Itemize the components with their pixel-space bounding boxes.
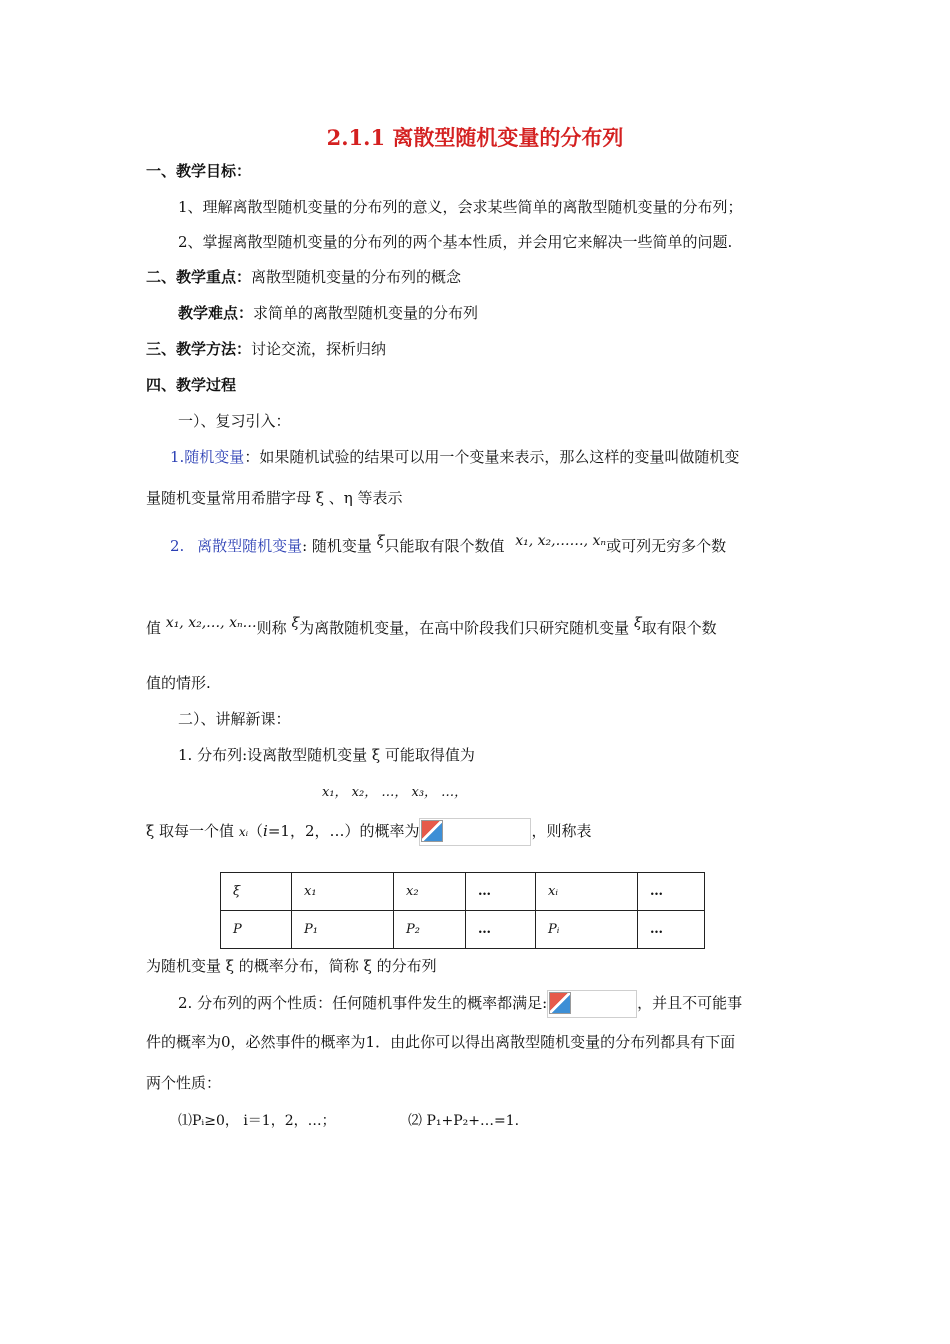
goal-2: 2、掌握离散型随机变量的分布列的两个基本性质，并会用它来解决一些简单的问题. (178, 233, 733, 251)
values-sequence: x₁， x₂， …， x₃， …， (322, 785, 468, 800)
prob-e: ，则称表 (531, 822, 592, 840)
table-cell: P₁ (292, 911, 394, 949)
discrete-rv-b: 只能取有限个数值 (384, 537, 505, 555)
table-cell: Pᵢ (536, 911, 638, 949)
properties-text: 件的概率为0，必然事件的概率为1．由此你可以得出离散型随机变量的分布列都具有下面 (146, 1033, 736, 1051)
probability-line (146, 818, 592, 846)
review-label: 一）、复习引入： (178, 412, 291, 430)
distribution-def: 1. 分布列:设离散型随机变量 ξ 可能取得值为 (178, 746, 475, 764)
xi-symbol: ξ (376, 533, 385, 549)
property-2: ⑵ P₁+P₂+…=1. (408, 1113, 520, 1129)
table-cell: P (221, 911, 292, 949)
properties-text-2: 两个性质： (146, 1074, 222, 1092)
table-cell: x₂ (394, 873, 466, 911)
goal-1: 1、理解离散型随机变量的分布列的意义，会求某些简单的离散型随机变量的分布列； (178, 198, 743, 216)
broken-image-icon (549, 992, 571, 1014)
difficulty-heading: 教学难点： (178, 304, 254, 322)
table-row (221, 911, 705, 949)
method-heading: 三、教学方法： (146, 340, 252, 358)
sequence-math-2: x₁, x₂,…, xₙ… (165, 615, 257, 631)
discrete-rv-def (170, 533, 726, 556)
difficulty-text: 求简单的离散型随机变量的分布列 (253, 304, 479, 322)
formula-image-placeholder (419, 818, 531, 846)
discrete-rv-e: 则称 (256, 619, 287, 637)
key-point-heading: 二、教学重点： (146, 268, 252, 286)
discrete-rv-a: : 随机变量 (302, 537, 372, 555)
table-cell: … (638, 873, 705, 911)
key-point-row (146, 266, 461, 287)
xi-symbol-3: ξ (633, 615, 642, 631)
discrete-rv-cont (146, 615, 717, 638)
prob-b: （ (248, 822, 264, 840)
xi-sub: xᵢ (238, 825, 248, 839)
prob-a: ξ 取每一个值 (146, 822, 239, 840)
process-heading: 四、教学过程 (146, 376, 237, 394)
distribution-summary: 为随机变量 ξ 的概率分布，简称 ξ 的分布列 (146, 957, 437, 975)
discrete-rv-term: 离散型随机变量 (197, 537, 303, 555)
discrete-rv-c: 或可列无穷多个数 (606, 537, 727, 555)
property-1: ⑴Pᵢ≥0， i＝1，2，…； (178, 1113, 336, 1129)
table-cell: xᵢ (536, 873, 638, 911)
formula-image-placeholder-2 (547, 990, 637, 1018)
method-row (146, 338, 386, 359)
table-cell: P₂ (394, 911, 466, 949)
properties-intro (178, 990, 742, 1018)
prob-c: i (263, 822, 268, 840)
method-text: 讨论交流，探析归纳 (251, 340, 387, 358)
discrete-rv-h: 值的情形. (146, 674, 211, 692)
random-variable-text: ：如果随机试验的结果可以用一个变量来表示，那么这样的变量叫做随机变 (244, 448, 740, 466)
table-cell: … (638, 911, 705, 949)
sequence-math: x₁, x₂,……, xₙ (515, 533, 607, 549)
key-point-text: 离散型随机变量的分布列的概念 (251, 268, 462, 286)
discrete-rv-num: 2. (170, 537, 185, 555)
new-lesson-label: 二）、讲解新课： (178, 710, 291, 728)
random-variable-term: 1.随机变量 (170, 448, 245, 466)
prop-intro-b: ，并且不可能事 (637, 994, 743, 1012)
prop-intro-a: 2. 分布列的两个性质：任何随机事件发生的概率都满足: (178, 994, 548, 1012)
section-goals-heading: 一、教学目标： (146, 162, 252, 180)
prob-d: =1，2，…）的概率为 (267, 822, 420, 840)
xi-symbol-2: ξ (291, 615, 300, 631)
table-cell: … (466, 873, 536, 911)
distribution-table (220, 872, 705, 949)
discrete-rv-f: 为离散随机变量，在高中阶段我们只研究随机变量 (299, 619, 630, 637)
discrete-rv-d: 值 (146, 619, 162, 637)
discrete-rv-g: 取有限个数 (641, 619, 717, 637)
page-title: 2.1.1 离散型随机变量的分布列 (326, 125, 624, 150)
broken-image-icon (421, 820, 443, 842)
table-cell: x₁ (292, 873, 394, 911)
table-cell: ξ (221, 873, 292, 911)
table-cell: … (466, 911, 536, 949)
random-variable-def (170, 446, 739, 467)
table-row (221, 873, 705, 911)
difficulty-row (178, 302, 478, 323)
random-variable-text-2: 量随机变量常用希腊字母 ξ 、η 等表示 (146, 489, 403, 507)
